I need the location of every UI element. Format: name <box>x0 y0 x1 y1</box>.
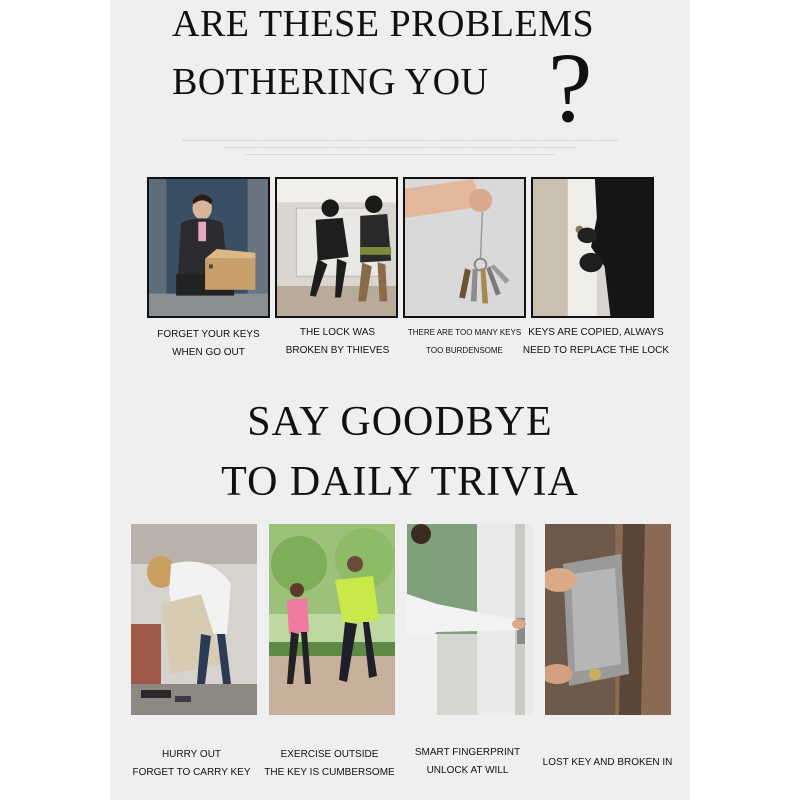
caption-line: WHEN GO OUT <box>172 347 245 358</box>
caption-line: HURRY OUT <box>161 749 222 760</box>
photo-too-many-keys <box>403 177 526 318</box>
photo-smart-fingerprint <box>407 524 533 715</box>
photo-exercise-outside <box>269 524 395 715</box>
caption-line: EXERCISE OUTSIDE <box>280 749 379 760</box>
solution-caption-1 <box>120 746 263 782</box>
caption-line: SMART FINGERPRINT <box>414 747 521 758</box>
subheadline-line-1: SAY GOODBYE <box>247 399 553 445</box>
photo-copied-keys-burglar <box>531 177 654 318</box>
photo-thieves-breaking-lock <box>275 177 398 318</box>
headline-line-2: BOTHERING YOU <box>172 61 489 103</box>
problem-caption-2 <box>266 324 409 360</box>
solution-caption-3 <box>396 744 539 780</box>
fine-print-line: ~~~~~~~~~~~~~~~~~~~~~~~~~~~~~~~~~~~~~~~~~~~~~~~~~~~~~~~~~~~~~~~~~~~~~~~~~~~~~~~~~~~~~~~~~~~~~~~~~~~~~~~~~~~~~~~~~~~~~~~~~~ <box>245 152 555 157</box>
question-mark: ? <box>548 32 593 143</box>
caption-line: THERE ARE TOO MANY KEYS <box>407 328 522 337</box>
photo-forgotten-keys <box>147 177 270 318</box>
problem-caption-1 <box>137 326 280 362</box>
caption-line: FORGET TO CARRY KEY <box>132 767 251 778</box>
caption-line: THE KEY IS CUMBERSOME <box>264 767 395 778</box>
caption-line: THE LOCK WAS <box>299 327 376 338</box>
solution-caption-4 <box>536 754 679 772</box>
photo-hurry-out <box>131 524 257 715</box>
fine-print-line: ~~~~~~~~~~~~~~~~~~~~~~~~~~~~~~~~~~~~~~~~~~~~~~~~~~~~~~~~~~~~~~~~~~~~~~~~~~~~~~~~~~~~~~~~~~~~~~~~~~~~~~~~~~~~~~~~~~~~~~~~~~~~~~~~~~~~~~~~~~~~~~~~~~~~~~~~~~~~~~~~~~~~~~~~~~~~ <box>181 138 619 143</box>
headline-line-1: ARE THESE PROBLEMS <box>172 3 595 45</box>
caption-line: KEYS ARE COPIED, ALWAYS <box>528 327 664 338</box>
problem-caption-3 <box>393 324 536 360</box>
caption-line: NEED TO REPLACE THE LOCK <box>522 345 670 356</box>
subheadline-line-2: TO DAILY TRIVIA <box>221 459 579 505</box>
caption-line: UNLOCK AT WILL <box>426 765 509 776</box>
problem-caption-4 <box>518 324 674 360</box>
solution-caption-2 <box>258 746 401 782</box>
caption-line: LOST KEY AND BROKEN IN <box>542 757 673 768</box>
fine-print-line: ~~~~~~~~~~~~~~~~~~~~~~~~~~~~~~~~~~~~~~~~~~~~~~~~~~~~~~~~~~~~~~~~~~~~~~~~~~~~~~~~~~~~~~~~~~~~~~~~~~~~~~~~~~~~~~~~~~~~~~~~~~~~~~~~~~~~~~~~~~ <box>225 145 575 150</box>
caption-line: FORGET YOUR KEYS <box>157 329 260 340</box>
caption-line: BROKEN BY THIEVES <box>285 345 390 356</box>
caption-line: TOO BURDENSOME <box>426 346 503 355</box>
photo-broken-lock <box>545 524 671 715</box>
